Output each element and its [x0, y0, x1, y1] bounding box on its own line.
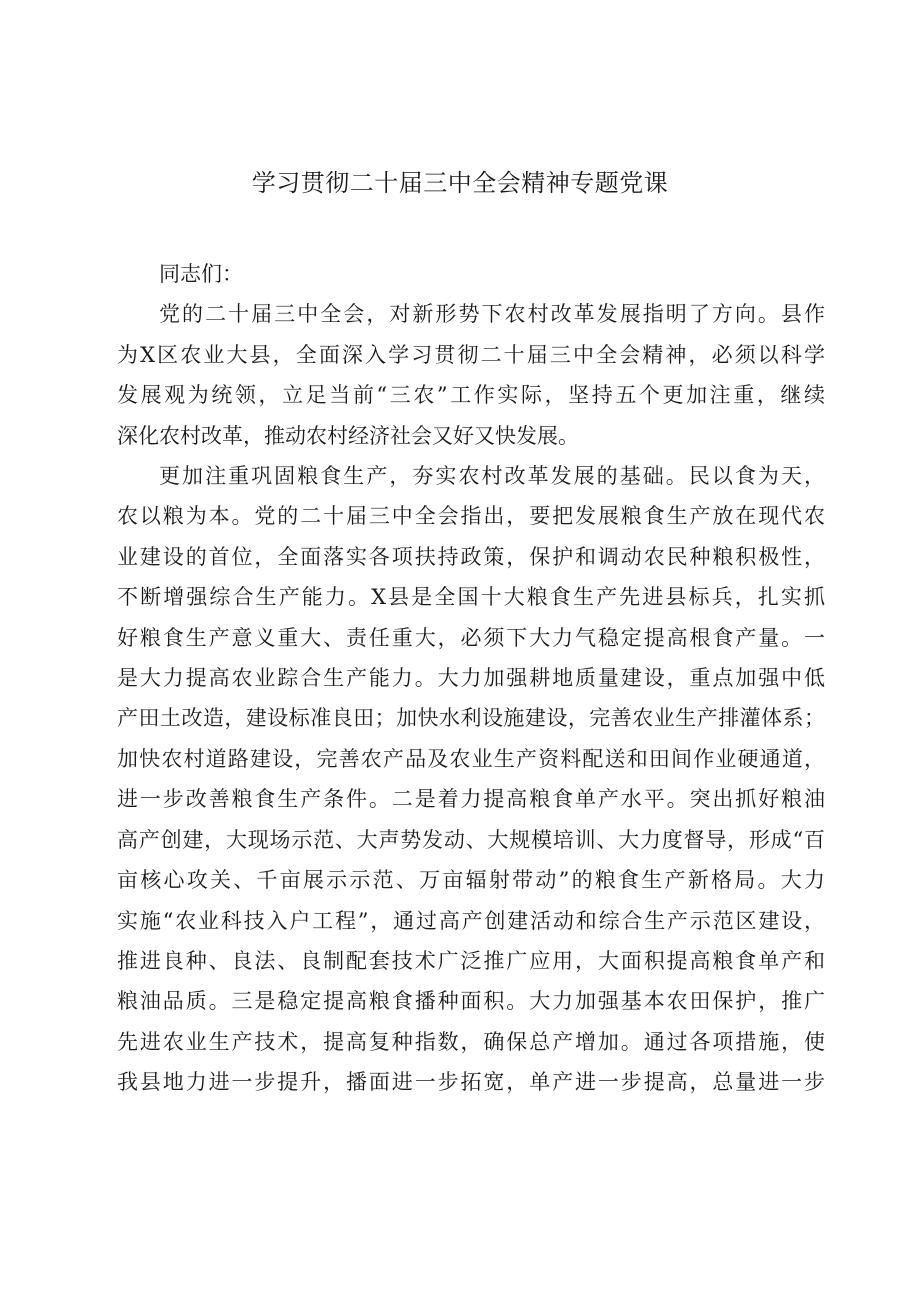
- salutation: 同志们：: [159, 262, 243, 286]
- paragraph-line: 进一步改善粮食生产条件。二是着力提高粮食单产水平。突出抓好粮油: [117, 787, 825, 812]
- paragraph-line: 好粮食生产意义重大、责任重大，必须下大力气稳定提高根食产量。一: [117, 625, 825, 650]
- paragraph-line: 亩核心攻关、千亩展示示范、万亩辐射带动”的粮食生产新格局。大力: [117, 868, 825, 893]
- paragraph-line: 更加注重巩固粮食生产，夯实农村改革发展的基础。民以食为天，: [159, 464, 825, 489]
- paragraph-line: 业建设的首位，全面落实各项扶持政策，保护和调动农民种粮积极性，: [117, 544, 825, 569]
- paragraph-line: 是大力提高农业踪合生产能力。大力加强耕地质量建设，重点加强中低: [117, 666, 825, 691]
- document-title: 学习贯彻二十届三中全会精神专题党课: [251, 169, 669, 197]
- document-body: [117, 254, 825, 1103]
- paragraph-line: 产田土改造，建设标准良田；加快水利设施建设，完善农业生产排灌体系；: [117, 706, 825, 731]
- paragraph-line: 不断增强综合生产能力。X县是全国十大粮食生产先进县标兵，扎实抓: [117, 585, 825, 610]
- paragraph-2: [117, 456, 825, 1103]
- paragraph-line: 加快农村道路建设，完善农产品及农业生产资料配送和田间作业硬通道，: [117, 746, 825, 771]
- paragraph-line: 我县地力进一步提升，播面进一步拓宽，单产进一步提高，总量进一步: [117, 1070, 825, 1095]
- paragraph-1: [117, 294, 825, 456]
- paragraph-line: 粮油品质。三是稳定提高粮食播种面积。大力加强基本农田保护，推广: [117, 989, 825, 1014]
- paragraph-line: 先进农业生产技术，提高复种指数，确保总产增加。通过各项措施，使: [117, 1029, 825, 1054]
- paragraph-line: 深化农村改革，推动农村经济社会又好又快发展。: [117, 423, 579, 448]
- paragraph-line: 发展观为统领，立足当前“三农”工作实际，坚持五个更加注重，继续: [117, 383, 825, 408]
- paragraph-line: 实施“农业科技入户工程”，通过高产创建活动和综合生产示范区建设，: [117, 908, 825, 933]
- paragraph-line: 推进良种、良法、良制配套技术广泛推广应用，大面积提高粮食单产和: [117, 948, 825, 973]
- paragraph-line: 农以粮为本。党的二十届三中全会指出，要把发展粮食生产放在现代农: [117, 504, 825, 529]
- paragraph-line: 党的二十届三中全会，对新形势下农村改革发展指明了方向。县作: [159, 302, 825, 327]
- paragraph-line: 为X区农业大县，全面深入学习贯彻二十届三中全会精神，必须以科学: [117, 342, 825, 367]
- paragraph-line: 高产创建，大现场示范、大声势发动、大规模培训、大力度督导，形成“百: [117, 827, 825, 852]
